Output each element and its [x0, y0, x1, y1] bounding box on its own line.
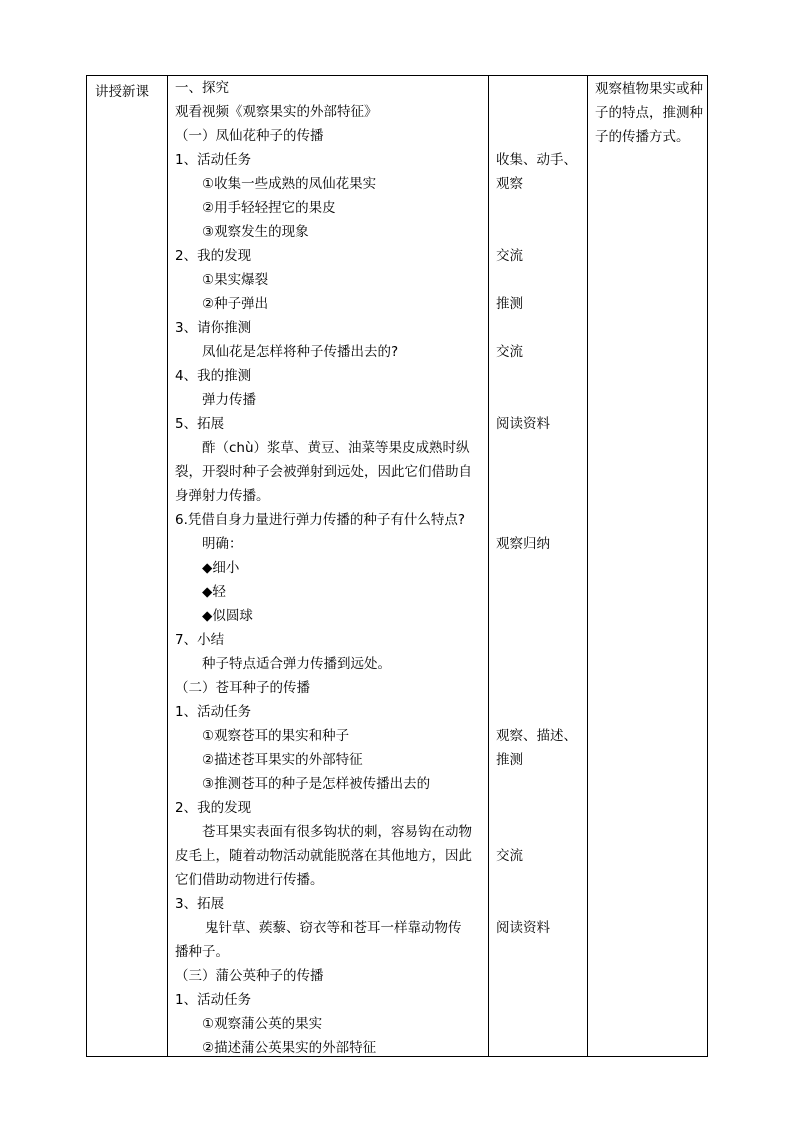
content-line: ②用手轻轻捏它的果皮: [202, 200, 336, 216]
activity-line: 交流: [496, 248, 523, 264]
content-line: 4、我的推测: [175, 368, 252, 384]
content-line: 酢（chù）浆草、黄豆、油菜等果皮成熟时纵: [202, 440, 470, 456]
teaching-content-cell: [168, 76, 489, 1057]
content-line: 播种子。: [175, 944, 229, 960]
content-line: ③观察发生的现象: [202, 224, 309, 240]
content-line: 2、我的发现: [175, 248, 252, 264]
content-line: 1、活动任务: [175, 152, 252, 168]
section-label-cell: [87, 76, 168, 1057]
design-intent-text: 观察植物果实或种子的特点，推测种子的传播方式。: [595, 81, 703, 145]
content-line: 7、小结: [175, 632, 225, 648]
content-line: 皮毛上，随着动物活动就能脱落在其他地方，因此: [175, 848, 472, 864]
activity-line: 观察、描述、: [496, 728, 577, 744]
design-intent-cell: [588, 76, 708, 1057]
content-line: ②种子弹出: [202, 296, 269, 312]
content-line: 3、请你推测: [175, 320, 252, 336]
content-line: ◆轻: [202, 584, 226, 600]
activity-line: 推测: [496, 752, 523, 768]
activity-line: 收集、动手、: [496, 152, 577, 168]
activity-line: 推测: [496, 296, 523, 312]
content-line: 一、探究: [175, 80, 229, 96]
section-label: 讲授新课: [95, 84, 149, 100]
content-line: 2、我的发现: [175, 800, 252, 816]
content-line: （二）苍耳种子的传播: [175, 680, 310, 696]
content-line: 6.凭借自身力量进行弹力传播的种子有什么特点?: [175, 512, 466, 528]
content-line: 1、活动任务: [175, 992, 252, 1008]
content-line: ◆似圆球: [202, 608, 253, 624]
content-line: 苍耳果实表面有很多钩状的刺，容易钩在动物: [202, 824, 472, 840]
content-line: ②描述蒲公英果实的外部特征: [202, 1040, 377, 1056]
activity-line: 阅读资料: [496, 416, 550, 432]
content-line: ②描述苍耳果实的外部特征: [202, 752, 363, 768]
content-line: ①果实爆裂: [202, 272, 269, 288]
content-line: 1、活动任务: [175, 704, 252, 720]
content-line: 裂，开裂时种子会被弹射到远处，因此它们借助自: [175, 464, 472, 480]
table-row: [87, 76, 708, 1057]
content-line: 凤仙花是怎样将种子传播出去的?: [202, 344, 399, 360]
content-line: 观看视频《观察果实的外部特征》: [175, 104, 378, 120]
content-line: 明确：: [202, 536, 243, 552]
content-line: （三）蒲公英种子的传播: [175, 968, 324, 984]
content-line: （一）凤仙花种子的传播: [175, 128, 324, 144]
content-line: ①观察蒲公英的果实: [202, 1016, 323, 1032]
activity-line: 观察归纳: [496, 536, 550, 552]
content-line: 弹力传播: [202, 392, 256, 408]
activity-line: 阅读资料: [496, 920, 550, 936]
student-activity-cell: [489, 76, 588, 1057]
content-line: 鬼针草、蒺藜、窃衣等和苍耳一样靠动物传: [205, 920, 462, 936]
content-line: ①收集一些成熟的凤仙花果实: [202, 176, 377, 192]
activity-line: 交流: [496, 848, 523, 864]
content-line: ①观察苍耳的果实和种子: [202, 728, 350, 744]
content-line: 3、拓展: [175, 896, 225, 912]
lesson-plan-table: [86, 75, 708, 1057]
content-line: 种子特点适合弹力传播到远处。: [202, 656, 391, 672]
content-line: ③推测苍耳的种子是怎样被传播出去的: [202, 776, 431, 792]
activity-line: 观察: [496, 176, 523, 192]
activity-line: 交流: [496, 344, 523, 360]
content-line: 身弹射力传播。: [175, 488, 270, 504]
content-line: 它们借助动物进行传播。: [175, 872, 324, 888]
content-line: ◆细小: [202, 560, 240, 576]
content-line: 5、拓展: [175, 416, 225, 432]
